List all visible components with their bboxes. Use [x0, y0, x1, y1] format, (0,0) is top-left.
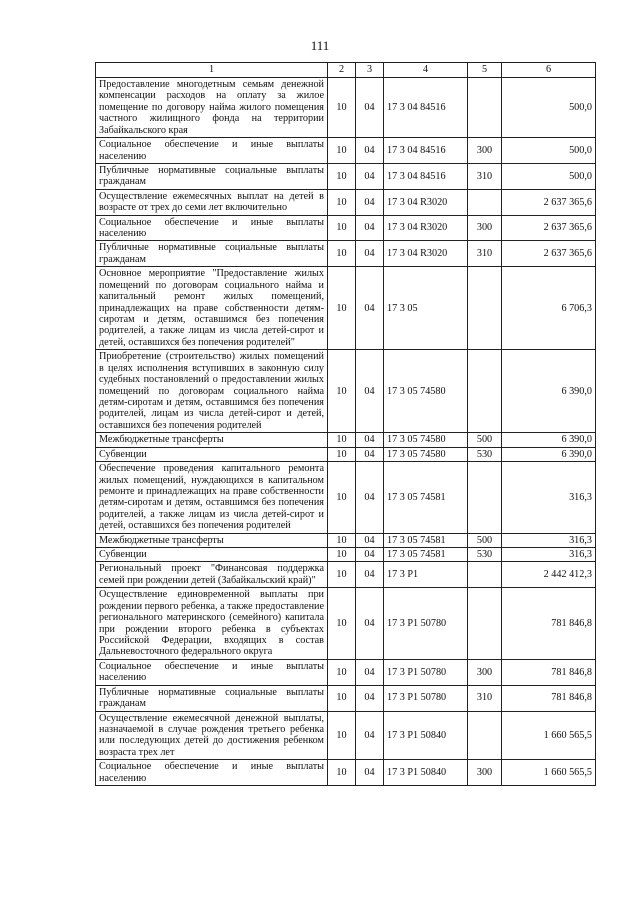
row-target-article: 17 3 04 84516: [384, 78, 468, 138]
row-target-article: 17 3 05: [384, 267, 468, 350]
column-header: 5: [468, 63, 502, 78]
row-section: 10: [328, 462, 356, 534]
row-amount: 316,3: [502, 533, 596, 547]
row-name: Социальное обеспечение и иные выплаты населению: [96, 760, 328, 786]
row-name: Осуществление единовременной выплаты при рождении первого ребенка, а также предоставление регионального материнского (семейного) капитала при рождении второго ребенка в субъектах Российской Федерации, входящих в состав Дальневосточного федерального округа: [96, 588, 328, 660]
row-section: 10: [328, 659, 356, 685]
row-name: Субвенции: [96, 447, 328, 461]
row-expense-type: 500: [468, 533, 502, 547]
row-subsection: 04: [356, 267, 384, 350]
row-subsection: 04: [356, 548, 384, 562]
row-target-article: 17 3 05 74580: [384, 433, 468, 447]
row-name: Осуществление ежемесячных выплат на детей в возрасте от трех до семи лет включительно: [96, 189, 328, 215]
table-row: [96, 78, 596, 138]
row-subsection: 04: [356, 215, 384, 241]
row-name: Социальное обеспечение и иные выплаты населению: [96, 659, 328, 685]
row-target-article: 17 3 04 R3020: [384, 241, 468, 267]
row-expense-type: 530: [468, 447, 502, 461]
row-target-article: 17 3 04 R3020: [384, 215, 468, 241]
table-row: [96, 267, 596, 350]
row-expense-type: 300: [468, 215, 502, 241]
row-section: 10: [328, 447, 356, 461]
row-expense-type: [468, 350, 502, 433]
row-amount: 6 390,0: [502, 447, 596, 461]
table-row: [96, 659, 596, 685]
row-subsection: 04: [356, 138, 384, 164]
table-row: [96, 138, 596, 164]
table-row: [96, 447, 596, 461]
table-row: [96, 562, 596, 588]
row-section: 10: [328, 533, 356, 547]
table-row: [96, 533, 596, 547]
column-header: 3: [356, 63, 384, 78]
budget-table: [95, 62, 596, 786]
row-name: Основное мероприятие "Предоставление жилых помещений по договорам социального найма и капитальный ремонт жилых помещений, принадлежащих на праве собственности детям-сиротам и детям, оставшимся без попечения родителей, а также лицам из числа детей-сирот и детей, оставшихся без попечения родителей": [96, 267, 328, 350]
row-amount: 2 442 412,3: [502, 562, 596, 588]
row-target-article: 17 3 04 R3020: [384, 189, 468, 215]
row-amount: 316,3: [502, 462, 596, 534]
row-name: Публичные нормативные социальные выплаты гражданам: [96, 163, 328, 189]
row-section: 10: [328, 267, 356, 350]
row-subsection: 04: [356, 760, 384, 786]
row-amount: 6 706,3: [502, 267, 596, 350]
row-subsection: 04: [356, 433, 384, 447]
row-expense-type: 500: [468, 433, 502, 447]
row-name: Публичные нормативные социальные выплаты гражданам: [96, 685, 328, 711]
row-expense-type: [468, 711, 502, 760]
table-row: [96, 163, 596, 189]
row-section: 10: [328, 588, 356, 660]
row-amount: 1 660 565,5: [502, 760, 596, 786]
row-section: 10: [328, 215, 356, 241]
row-target-article: 17 3 05 74580: [384, 350, 468, 433]
row-amount: 6 390,0: [502, 433, 596, 447]
row-section: 10: [328, 163, 356, 189]
row-section: 10: [328, 189, 356, 215]
row-section: 10: [328, 685, 356, 711]
table-row: [96, 588, 596, 660]
row-name: Межбюджетные трансферты: [96, 533, 328, 547]
row-name: Предоставление многодетным семьям денежной компенсации расходов на оплату за жилое помещение по договору найма жилого помещения частного жилищного фонда на территории Забайкальского края: [96, 78, 328, 138]
row-amount: 2 637 365,6: [502, 189, 596, 215]
row-expense-type: [468, 189, 502, 215]
table-row: [96, 433, 596, 447]
table-row: [96, 685, 596, 711]
row-target-article: 17 3 P1 50840: [384, 711, 468, 760]
row-name: Субвенции: [96, 548, 328, 562]
row-section: 10: [328, 138, 356, 164]
table-body: [96, 78, 596, 786]
row-amount: 6 390,0: [502, 350, 596, 433]
row-name: Публичные нормативные социальные выплаты гражданам: [96, 241, 328, 267]
table-row: [96, 462, 596, 534]
row-amount: 500,0: [502, 78, 596, 138]
row-name: Осуществление ежемесячной денежной выплаты, назначаемой в случае рождения третьего ребенка или последующих детей до достижения ребенком возраста трех лет: [96, 711, 328, 760]
row-section: 10: [328, 78, 356, 138]
row-name: Социальное обеспечение и иные выплаты населению: [96, 138, 328, 164]
row-subsection: 04: [356, 462, 384, 534]
row-subsection: 04: [356, 562, 384, 588]
row-name: Обеспечение проведения капитального ремонта жилых помещений, нуждающихся в капитальном ремонте и принадлежащих на праве собственности детям-сиротам и детям, оставшимся без попечения родителей, а также лицам из числа детей-сирот и детей, оставшихся без попечения родителей: [96, 462, 328, 534]
row-target-article: 17 3 05 74580: [384, 447, 468, 461]
row-subsection: 04: [356, 189, 384, 215]
row-section: 10: [328, 433, 356, 447]
table-row: [96, 548, 596, 562]
row-subsection: 04: [356, 588, 384, 660]
row-amount: 500,0: [502, 138, 596, 164]
row-target-article: 17 3 P1 50780: [384, 685, 468, 711]
row-subsection: 04: [356, 711, 384, 760]
row-name: Межбюджетные трансферты: [96, 433, 328, 447]
row-target-article: 17 3 P1 50780: [384, 659, 468, 685]
row-amount: 2 637 365,6: [502, 215, 596, 241]
row-expense-type: 530: [468, 548, 502, 562]
row-subsection: 04: [356, 350, 384, 433]
column-header: 4: [384, 63, 468, 78]
column-header: 6: [502, 63, 596, 78]
row-name: Социальное обеспечение и иные выплаты населению: [96, 215, 328, 241]
row-section: 10: [328, 760, 356, 786]
row-subsection: 04: [356, 659, 384, 685]
row-target-article: 17 3 04 84516: [384, 163, 468, 189]
row-target-article: 17 3 P1 50840: [384, 760, 468, 786]
row-subsection: 04: [356, 447, 384, 461]
row-amount: 1 660 565,5: [502, 711, 596, 760]
row-target-article: 17 3 05 74581: [384, 462, 468, 534]
row-amount: 781 846,8: [502, 588, 596, 660]
row-amount: 316,3: [502, 548, 596, 562]
row-subsection: 04: [356, 533, 384, 547]
row-section: 10: [328, 350, 356, 433]
row-expense-type: 300: [468, 760, 502, 786]
row-expense-type: [468, 562, 502, 588]
row-section: 10: [328, 241, 356, 267]
row-expense-type: [468, 462, 502, 534]
row-target-article: 17 3 05 74581: [384, 533, 468, 547]
row-subsection: 04: [356, 163, 384, 189]
table-row: [96, 189, 596, 215]
row-expense-type: 310: [468, 163, 502, 189]
row-expense-type: [468, 588, 502, 660]
row-amount: 500,0: [502, 163, 596, 189]
row-section: 10: [328, 711, 356, 760]
table-row: [96, 711, 596, 760]
row-expense-type: 300: [468, 138, 502, 164]
row-amount: 781 846,8: [502, 659, 596, 685]
row-subsection: 04: [356, 241, 384, 267]
row-section: 10: [328, 562, 356, 588]
row-expense-type: 310: [468, 685, 502, 711]
column-header: 1: [96, 63, 328, 78]
table-row: [96, 215, 596, 241]
table-row: [96, 350, 596, 433]
row-subsection: 04: [356, 78, 384, 138]
row-amount: 781 846,8: [502, 685, 596, 711]
row-target-article: 17 3 P1 50780: [384, 588, 468, 660]
table-row: [96, 241, 596, 267]
row-amount: 2 637 365,6: [502, 241, 596, 267]
row-expense-type: [468, 267, 502, 350]
row-expense-type: [468, 78, 502, 138]
table-header-row: [96, 63, 596, 78]
row-name: Региональный проект "Финансовая поддержка семей при рождении детей (Забайкальский край)": [96, 562, 328, 588]
row-subsection: 04: [356, 685, 384, 711]
row-target-article: 17 3 05 74581: [384, 548, 468, 562]
row-expense-type: 310: [468, 241, 502, 267]
column-header: 2: [328, 63, 356, 78]
table-row: [96, 760, 596, 786]
page-number: 111: [310, 38, 330, 53]
row-expense-type: 300: [468, 659, 502, 685]
row-section: 10: [328, 548, 356, 562]
row-target-article: 17 3 P1: [384, 562, 468, 588]
row-target-article: 17 3 04 84516: [384, 138, 468, 164]
row-name: Приобретение (строительство) жилых помещений в целях исполнения вступивших в законную силу судебных постановлений о предоставлении жилых помещений по договорам социального найма детям-сиротам и детям, оставшимся без попечения родителей, лицам из числа детей-сирот и детей, оставшихся без попечения родителей: [96, 350, 328, 433]
